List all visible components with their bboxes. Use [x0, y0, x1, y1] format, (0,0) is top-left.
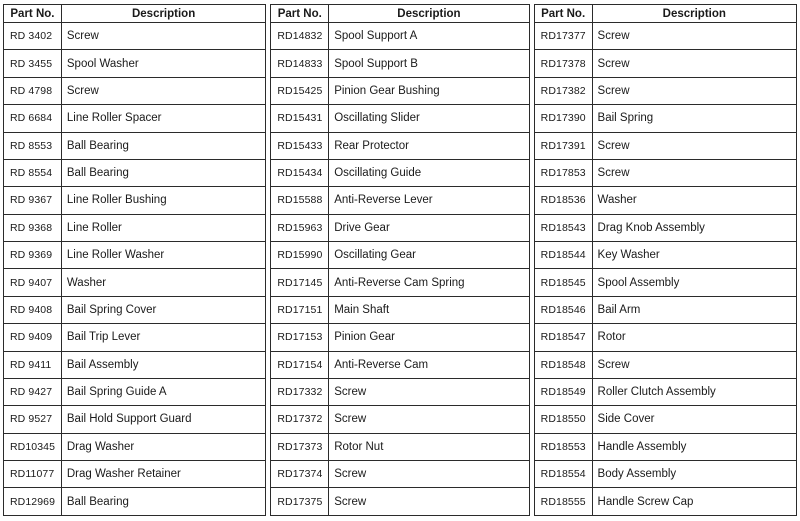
parts-table-body	[534, 23, 796, 516]
description-cell: Bail Arm	[592, 296, 796, 323]
description-cell: Bail Trip Lever	[61, 324, 265, 351]
part-number-cell: RD18548	[534, 351, 592, 378]
table-row	[271, 488, 529, 516]
part-number-cell: RD17332	[271, 378, 329, 405]
description-cell: Bail Hold Support Guard	[61, 406, 265, 433]
part-number-cell: RD14832	[271, 23, 329, 50]
description-cell: Spool Support B	[329, 50, 529, 77]
table-row	[4, 433, 266, 460]
part-number-cell: RD17391	[534, 132, 592, 159]
description-cell: Washer	[61, 269, 265, 296]
part-number-cell: RD 9407	[4, 269, 62, 296]
description-header: Description	[61, 5, 265, 23]
part-number-cell: RD 9427	[4, 378, 62, 405]
part-number-cell: RD 8554	[4, 159, 62, 186]
part-number-cell: RD17375	[271, 488, 329, 516]
description-cell: Ball Bearing	[61, 488, 265, 516]
table-row	[271, 50, 529, 77]
table-row	[534, 23, 796, 50]
header-row	[271, 5, 529, 23]
description-cell: Bail Spring Guide A	[61, 378, 265, 405]
part-number-cell: RD15434	[271, 159, 329, 186]
table-row	[4, 159, 266, 186]
part-number-cell: RD12969	[4, 488, 62, 516]
part-number-cell: RD18547	[534, 324, 592, 351]
table-row	[271, 159, 529, 186]
table-row	[271, 351, 529, 378]
table-row	[4, 77, 266, 104]
table-row	[534, 269, 796, 296]
part-number-cell: RD15990	[271, 242, 329, 269]
table-row	[271, 324, 529, 351]
table-row	[271, 406, 529, 433]
description-cell: Body Assembly	[592, 461, 796, 488]
description-cell: Screw	[592, 77, 796, 104]
table-row	[4, 214, 266, 241]
table-row	[534, 77, 796, 104]
description-cell: Roller Clutch Assembly	[592, 378, 796, 405]
part-number-cell: RD18549	[534, 378, 592, 405]
description-cell: Spool Assembly	[592, 269, 796, 296]
description-cell: Bail Spring Cover	[61, 296, 265, 323]
description-cell: Screw	[592, 23, 796, 50]
description-cell: Line Roller Bushing	[61, 187, 265, 214]
part-number-cell: RD15963	[271, 214, 329, 241]
description-cell: Bail Assembly	[61, 351, 265, 378]
description-cell: Key Washer	[592, 242, 796, 269]
description-cell: Screw	[329, 406, 529, 433]
part-number-cell: RD15433	[271, 132, 329, 159]
table-row	[4, 461, 266, 488]
table-row	[271, 242, 529, 269]
part-number-cell: RD18555	[534, 488, 592, 516]
part-no-header: Part No.	[271, 5, 329, 23]
table-row	[534, 132, 796, 159]
part-number-cell: RD 9409	[4, 324, 62, 351]
description-cell: Handle Screw Cap	[592, 488, 796, 516]
description-header: Description	[329, 5, 529, 23]
part-number-cell: RD17151	[271, 296, 329, 323]
description-cell: Ball Bearing	[61, 132, 265, 159]
description-cell: Drag Washer Retainer	[61, 461, 265, 488]
description-cell: Screw	[592, 132, 796, 159]
part-number-cell: RD17382	[534, 77, 592, 104]
part-number-cell: RD18553	[534, 433, 592, 460]
part-number-cell: RD 3455	[4, 50, 62, 77]
table-row	[534, 105, 796, 132]
description-cell: Oscillating Gear	[329, 242, 529, 269]
part-number-cell: RD 9367	[4, 187, 62, 214]
description-cell: Spool Washer	[61, 50, 265, 77]
part-number-cell: RD14833	[271, 50, 329, 77]
table-row	[4, 406, 266, 433]
part-number-cell: RD18543	[534, 214, 592, 241]
description-cell: Drive Gear	[329, 214, 529, 241]
description-cell: Anti-Reverse Cam	[329, 351, 529, 378]
table-row	[534, 214, 796, 241]
description-cell: Anti-Reverse Lever	[329, 187, 529, 214]
table-row	[271, 105, 529, 132]
description-cell: Line Roller Spacer	[61, 105, 265, 132]
part-number-cell: RD 9369	[4, 242, 62, 269]
part-number-cell: RD17378	[534, 50, 592, 77]
description-cell: Drag Washer	[61, 433, 265, 460]
part-number-cell: RD17145	[271, 269, 329, 296]
description-cell: Handle Assembly	[592, 433, 796, 460]
part-number-cell: RD17153	[271, 324, 329, 351]
description-cell: Line Roller Washer	[61, 242, 265, 269]
part-number-cell: RD18550	[534, 406, 592, 433]
part-number-cell: RD 4798	[4, 77, 62, 104]
description-cell: Spool Support A	[329, 23, 529, 50]
part-no-header: Part No.	[4, 5, 62, 23]
table-row	[4, 324, 266, 351]
table-row	[534, 461, 796, 488]
description-cell: Screw	[592, 50, 796, 77]
table-row	[271, 296, 529, 323]
part-number-cell: RD17853	[534, 159, 592, 186]
description-cell: Screw	[592, 159, 796, 186]
table-row	[534, 242, 796, 269]
description-cell: Pinion Gear	[329, 324, 529, 351]
parts-table-1	[3, 4, 266, 516]
description-cell: Screw	[329, 488, 529, 516]
description-cell: Line Roller	[61, 214, 265, 241]
header-row	[534, 5, 796, 23]
table-row	[4, 187, 266, 214]
table-row	[271, 461, 529, 488]
description-cell: Main Shaft	[329, 296, 529, 323]
table-row	[4, 23, 266, 50]
table-row	[4, 105, 266, 132]
description-cell: Washer	[592, 187, 796, 214]
part-number-cell: RD17377	[534, 23, 592, 50]
part-number-cell: RD18545	[534, 269, 592, 296]
table-row	[4, 132, 266, 159]
description-cell: Pinion Gear Bushing	[329, 77, 529, 104]
description-cell: Bail Spring	[592, 105, 796, 132]
part-number-cell: RD 9408	[4, 296, 62, 323]
description-cell: Oscillating Guide	[329, 159, 529, 186]
description-cell: Anti-Reverse Cam Spring	[329, 269, 529, 296]
parts-table-body	[271, 23, 529, 516]
parts-list	[3, 4, 797, 516]
part-number-cell: RD10345	[4, 433, 62, 460]
description-cell: Rotor Nut	[329, 433, 529, 460]
table-row	[534, 406, 796, 433]
table-row	[534, 433, 796, 460]
table-row	[534, 296, 796, 323]
part-number-cell: RD17374	[271, 461, 329, 488]
part-number-cell: RD15588	[271, 187, 329, 214]
part-number-cell: RD18544	[534, 242, 592, 269]
table-row	[271, 269, 529, 296]
description-cell: Rear Protector	[329, 132, 529, 159]
part-number-cell: RD17372	[271, 406, 329, 433]
part-number-cell: RD 9411	[4, 351, 62, 378]
table-row	[271, 187, 529, 214]
table-row	[4, 296, 266, 323]
description-cell: Oscillating Slider	[329, 105, 529, 132]
table-row	[271, 77, 529, 104]
description-cell: Drag Knob Assembly	[592, 214, 796, 241]
part-number-cell: RD15431	[271, 105, 329, 132]
parts-table-3	[534, 4, 797, 516]
part-number-cell: RD18546	[534, 296, 592, 323]
part-number-cell: RD 9368	[4, 214, 62, 241]
description-cell: Screw	[61, 77, 265, 104]
part-number-cell: RD11077	[4, 461, 62, 488]
part-number-cell: RD18536	[534, 187, 592, 214]
table-row	[4, 351, 266, 378]
header-row	[4, 5, 266, 23]
table-row	[534, 378, 796, 405]
parts-table-2	[270, 4, 529, 516]
part-number-cell: RD17154	[271, 351, 329, 378]
part-no-header: Part No.	[534, 5, 592, 23]
description-cell: Side Cover	[592, 406, 796, 433]
part-number-cell: RD15425	[271, 77, 329, 104]
description-cell: Screw	[592, 351, 796, 378]
table-row	[271, 23, 529, 50]
table-row	[534, 488, 796, 516]
description-cell: Screw	[329, 378, 529, 405]
table-row	[534, 351, 796, 378]
table-row	[4, 50, 266, 77]
table-row	[534, 324, 796, 351]
description-cell: Rotor	[592, 324, 796, 351]
part-number-cell: RD 8553	[4, 132, 62, 159]
table-row	[4, 488, 266, 516]
table-row	[271, 378, 529, 405]
table-row	[271, 214, 529, 241]
part-number-cell: RD 3402	[4, 23, 62, 50]
table-row	[4, 242, 266, 269]
description-header: Description	[592, 5, 796, 23]
part-number-cell: RD 9527	[4, 406, 62, 433]
table-row	[4, 378, 266, 405]
table-row	[534, 187, 796, 214]
part-number-cell: RD17390	[534, 105, 592, 132]
table-row	[534, 159, 796, 186]
table-row	[4, 269, 266, 296]
part-number-cell: RD 6684	[4, 105, 62, 132]
description-cell: Ball Bearing	[61, 159, 265, 186]
table-row	[271, 433, 529, 460]
part-number-cell: RD18554	[534, 461, 592, 488]
table-row	[271, 132, 529, 159]
description-cell: Screw	[329, 461, 529, 488]
description-cell: Screw	[61, 23, 265, 50]
table-row	[534, 50, 796, 77]
parts-table-body	[4, 23, 266, 516]
part-number-cell: RD17373	[271, 433, 329, 460]
